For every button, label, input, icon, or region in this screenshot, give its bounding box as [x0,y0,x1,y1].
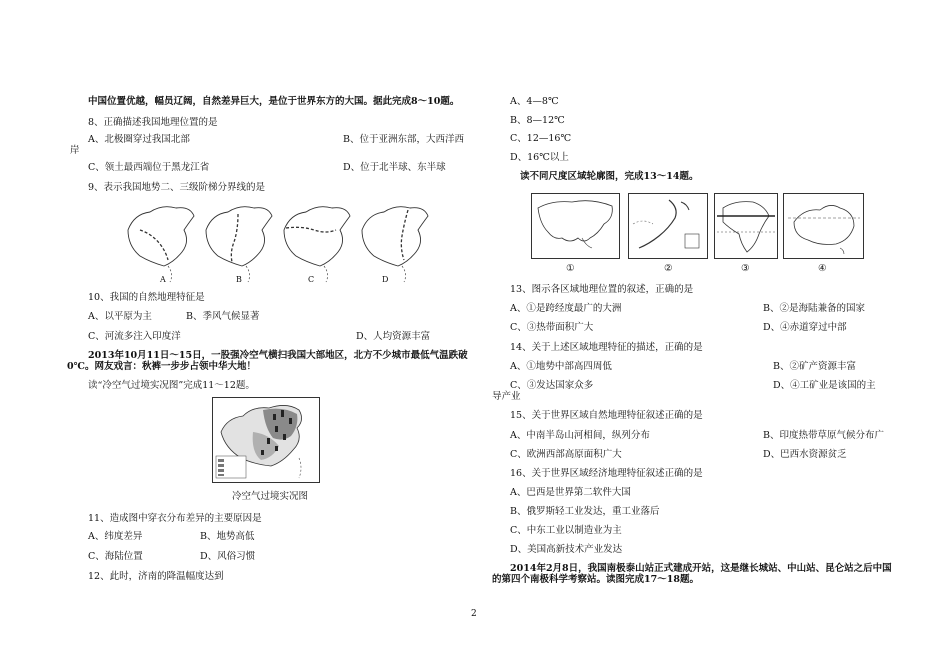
question-13: 13、图示各区域地理位置的叙述，正确的是 [510,284,694,295]
q12-option-d: D、16℃以上 [510,152,569,163]
china-map-b [206,207,272,282]
q12-option-b: B、8—12℃ [510,115,565,126]
q8-option-c: C、领土最西端位于黑龙江省 [88,162,210,173]
question-16: 16、关于世界区域经济地理特征叙述正确的是 [510,468,703,479]
news-paragraph-line2: 0℃。网友戏言：秋裤一步步占领中华大地！ [67,361,256,372]
question-11: 11、造成图中穿衣分布差异的主要原因是 [88,513,262,524]
read-instruction: 读“冷空气过境实况图”完成11～12题。 [88,380,255,391]
cold-air-map [212,397,320,483]
q11-option-b: B、地势高低 [200,531,255,542]
q8-option-b-wrap: 岸 [70,145,80,156]
q13-option-c: C、③热带面积广大 [510,322,594,333]
q13-option-b: B、②是海陆兼备的国家 [763,303,865,314]
q15-option-b: B、印度热带草原气候分布广 [763,430,884,441]
q11-option-c: C、海陆位置 [88,551,143,562]
q8-option-d: D、位于北半球、东半球 [343,162,446,173]
region-map-3-africa [714,193,778,259]
q12-option-a: A、4—8℃ [510,96,559,107]
q15-option-c: C、欧洲西部高原面积广大 [510,449,622,460]
map-label-a: A [160,275,166,284]
map-label-d: D [382,275,389,284]
q16-option-d: D、美国高新技术产业发达 [510,544,623,555]
q16-option-b: B、俄罗斯轻工业发达，重工业落后 [510,506,660,517]
intro-text: 中国位置优越，幅员辽阔，自然差异巨大，是位于世界东方的大国。据此完成8～10题。 [88,96,460,107]
china-map-d [362,207,428,282]
news-paragraph-line1: 2013年10月11日～15日，一股强冷空气横扫我国大部地区，北方不少城市最低气温跌破 [88,350,468,361]
news-paragraph-2-line2: 的第四个南极科学考察站。读图完成17～18题。 [492,574,699,585]
china-maps-figure [120,200,440,288]
map-caption: 冷空气过境实况图 [232,491,309,502]
q10-option-a: A、以平原为主 [88,311,152,322]
china-map-c [284,207,350,282]
q15-option-a: A、中南半岛山河相间，纵列分布 [510,430,650,441]
region-label-1: ① [566,263,575,274]
read-instruction-2: 读不同尺度区域轮廓图，完成13～14题。 [520,171,699,182]
q8-option-b: B、位于亚洲东部，大西洋西 [343,134,464,145]
china-map-a [128,207,194,282]
q10-option-b: B、季风气候显著 [186,311,260,322]
q13-option-a: A、①是跨经度最广的大洲 [510,303,622,314]
q14-option-d-wrap: 导产业 [492,391,521,402]
region-label-4: ④ [818,263,827,274]
question-9: 9、表示我国地势二、三级阶梯分界线的是 [88,182,266,193]
q8-option-a: A、北极圈穿过我国北部 [88,134,190,145]
q14-option-b: B、②矿产资源丰富 [773,361,856,372]
question-14: 14、关于上述区域地理特征的描述，正确的是 [510,342,703,353]
q13-option-d: D、④赤道穿过中部 [763,322,847,333]
region-map-4-australia [783,193,864,259]
question-12: 12、此时，济南的降温幅度达到 [88,571,224,582]
question-15: 15、关于世界区域自然地理特征叙述正确的是 [510,410,703,421]
q10-option-c: C、河流多注入印度洋 [88,331,181,342]
q10-option-d: D、人均资源丰富 [356,331,431,342]
region-map-2-japan [628,193,708,259]
page-number: 2 [471,609,477,619]
q14-option-a: A、①地势中部高四周低 [510,361,612,372]
map-label-b: B [236,275,242,284]
q14-option-d: D、④工矿业是该国的主 [773,380,876,391]
question-10: 10、我国的自然地理特征是 [88,292,205,303]
region-label-2: ② [664,263,673,274]
q14-option-c: C、③发达国家众多 [510,380,594,391]
q11-option-d: D、风俗习惯 [200,551,256,562]
q12-option-c: C、12—16℃ [510,133,572,144]
q15-option-d: D、巴西水资源贫乏 [763,449,847,460]
news-paragraph-2-line1: 2014年2月8日，我国南极泰山站正式建成开站，这是继长城站、中山站、昆仑站之后中国 [510,563,892,574]
map-label-c: C [308,275,315,284]
question-8: 8、正确描述我国地理位置的是 [88,117,218,128]
region-map-1-asia [531,193,620,259]
q16-option-a: A、巴西是世界第二软件大国 [510,487,631,498]
q11-option-a: A、纬度差异 [88,531,143,542]
region-label-3: ③ [741,263,750,274]
q16-option-c: C、中东工业以制造业为主 [510,525,622,536]
